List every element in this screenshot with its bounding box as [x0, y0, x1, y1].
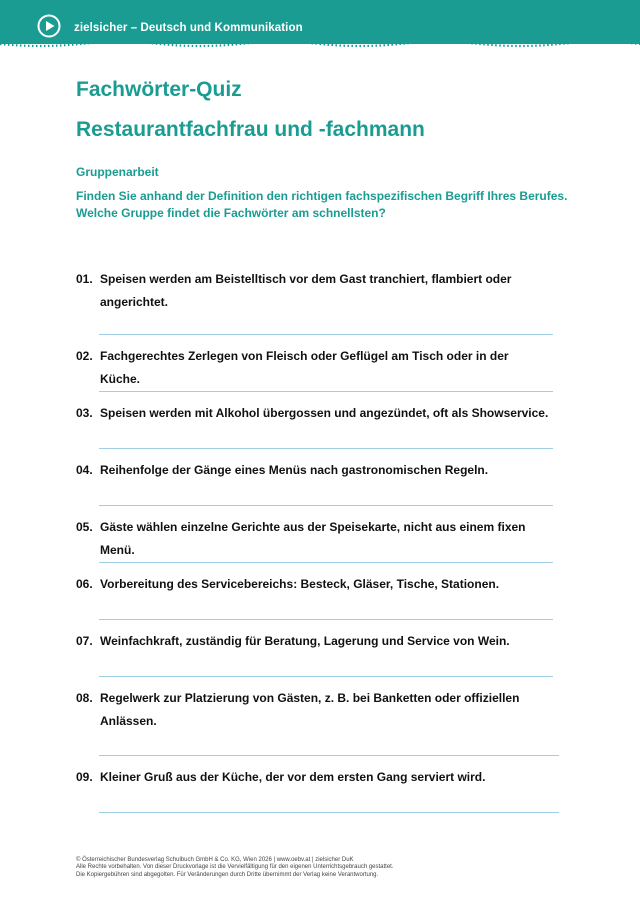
footer-line-1: © Österreichischer Bundesverlag Schulbuch GmbH & Co. KG, Wien 2026 | www.oebv.at | zielsicher DuK: [76, 857, 354, 863]
question-number: 03.: [76, 406, 93, 420]
instructions-line-1: Finden Sie anhand der Definition den richtigen fachspezifischen Begriff Ihres Berufes.: [76, 189, 568, 203]
question-text: Gäste wählen einzelne Gerichte aus der Speisekarte, nicht aus einem fixen Menü.: [100, 520, 526, 557]
answer-line-3[interactable]: [99, 448, 553, 449]
group-label: Gruppenarbeit: [76, 165, 159, 179]
question-9: [76, 766, 550, 789]
page-title: Fachwörter-Quiz: [76, 78, 242, 101]
question-number: 09.: [76, 770, 93, 784]
question-7: [76, 630, 550, 653]
question-text: Vorbereitung des Servicebereichs: Besteck, Gläser, Tische, Stationen.: [100, 577, 500, 591]
instructions: [76, 188, 596, 222]
answer-line-1[interactable]: [99, 334, 553, 335]
question-2: [76, 345, 550, 391]
dotted-wave-border: [0, 40, 640, 50]
question-number: 08.: [76, 691, 93, 705]
answer-line-8[interactable]: [99, 755, 559, 756]
footer-line-2: Alle Rechte vorbehalten. Von dieser Druckvorlage ist die Vervielfältigung für den eigenen Unterrichtsgebrauch gestattet.: [76, 864, 394, 871]
question-number: 07.: [76, 634, 93, 648]
question-number: 06.: [76, 577, 93, 591]
question-text: Weinfachkraft, zuständig für Beratung, Lagerung und Service von Wein.: [100, 634, 510, 648]
question-number: 02.: [76, 349, 93, 363]
question-number: 05.: [76, 520, 93, 534]
answer-line-9[interactable]: [99, 812, 559, 813]
question-text: Kleiner Gruß aus der Küche, der vor dem ersten Gang serviert wird.: [100, 770, 486, 784]
footer-line-3: Die Kopiergebühren sind abgegolten. Für Veränderungen durch Dritte übernimmt der Verlag keine Verantwortung.: [76, 871, 379, 878]
answer-line-2[interactable]: [99, 391, 553, 392]
question-1: [76, 268, 550, 314]
question-number: 04.: [76, 463, 93, 477]
answer-line-7[interactable]: [99, 676, 553, 677]
question-number: 01.: [76, 272, 93, 286]
answer-line-5[interactable]: [99, 562, 553, 563]
instructions-line-2: Welche Gruppe findet die Fachwörter am schnellsten?: [76, 206, 386, 220]
answer-line-4[interactable]: [99, 505, 553, 506]
question-5: [76, 516, 550, 562]
question-text: Speisen werden am Beistelltisch vor dem Gast tranchiert, flambiert oder angerichtet.: [100, 272, 512, 309]
question-8: [76, 687, 550, 733]
question-text: Fachgerechtes Zerlegen von Fleisch oder Geflügel am Tisch oder in der Küche.: [100, 349, 509, 386]
question-6: [76, 573, 550, 596]
copyright-footer: [76, 857, 394, 879]
brand-title: zielsicher – Deutsch und Kommunikation: [74, 22, 303, 34]
play-circle-icon: [37, 14, 61, 38]
answer-line-6[interactable]: [99, 619, 553, 620]
question-text: Speisen werden mit Alkohol übergossen und angezündet, oft als Showservice.: [100, 406, 549, 420]
question-text: Reihenfolge der Gänge eines Menüs nach gastronomischen Regeln.: [100, 463, 489, 477]
question-3: [76, 402, 550, 425]
page-subtitle: Restaurantfachfrau und -fachmann: [76, 118, 425, 141]
question-4: [76, 459, 550, 482]
question-text: Regelwerk zur Platzierung von Gästen, z. B. bei Banketten oder offiziellen Anlässen.: [100, 691, 520, 728]
